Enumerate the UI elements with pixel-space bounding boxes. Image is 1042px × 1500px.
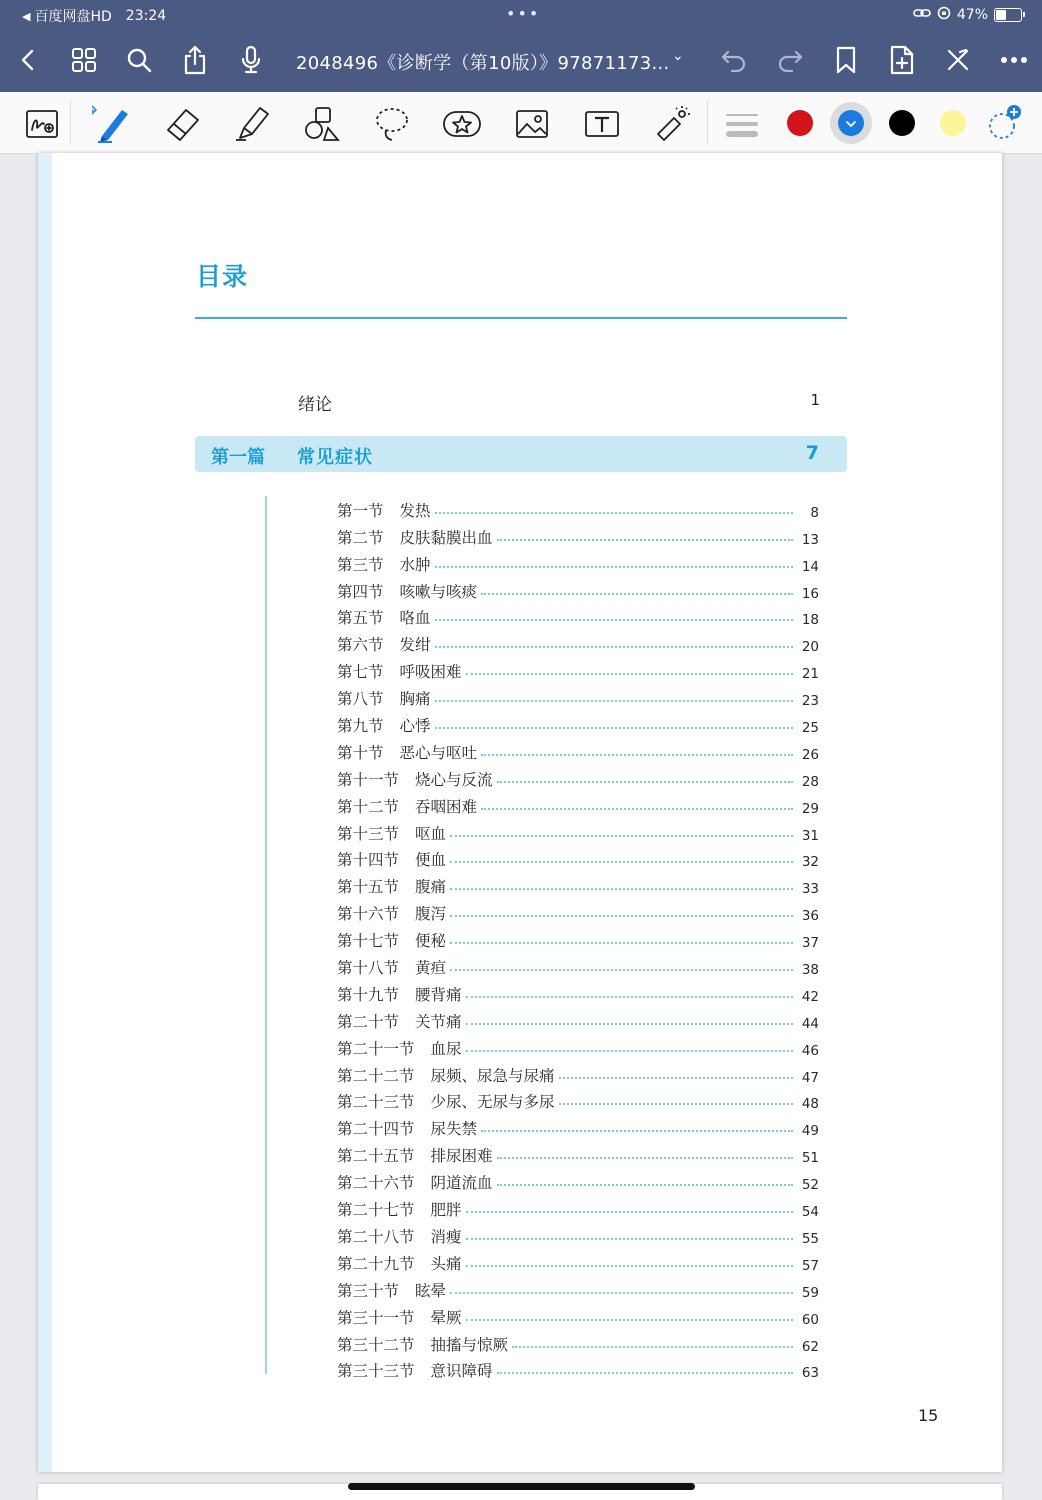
- handwriting-recognition-icon[interactable]: [22, 104, 62, 144]
- entry-section: 第十一节: [337, 770, 400, 789]
- battery-percent: 47%: [956, 7, 988, 23]
- dot-leader: [435, 512, 793, 514]
- entry-section: 第二十二节: [337, 1066, 415, 1085]
- dot-leader: [559, 1103, 793, 1105]
- entry-page: 29: [801, 800, 819, 817]
- sticker-icon[interactable]: [442, 104, 482, 144]
- home-indicator[interactable]: [348, 1483, 695, 1490]
- intro-page: 1: [810, 391, 820, 409]
- entry-title: 皮肤黏膜出血: [399, 528, 493, 547]
- toc-entry[interactable]: [337, 763, 819, 790]
- entry-section: 第九节: [337, 717, 384, 736]
- entry-section: 第十二节: [337, 797, 400, 816]
- toc-entry[interactable]: [337, 1139, 819, 1166]
- intro-title: 绪论: [298, 395, 332, 415]
- toc-entry[interactable]: [337, 870, 819, 897]
- entry-title: 吞咽困难: [415, 797, 478, 816]
- entry-section: 第一节: [337, 501, 384, 520]
- entry-title: 胸痛: [399, 690, 431, 709]
- add-color-icon[interactable]: [986, 104, 1026, 144]
- entry-page: 33: [801, 881, 819, 898]
- microphone-icon[interactable]: [233, 42, 269, 78]
- toc-entry[interactable]: [337, 1193, 819, 1220]
- dot-leader: [450, 835, 793, 837]
- entry-section: 第十五节: [337, 878, 400, 897]
- nav-row: [0, 34, 1042, 88]
- line-width-icon[interactable]: [722, 104, 762, 144]
- status-bar: [0, 0, 1042, 30]
- entry-title: 发热: [399, 501, 431, 520]
- entry-page: 13: [801, 531, 819, 548]
- toc-entry[interactable]: [337, 897, 819, 924]
- dot-leader: [466, 1050, 793, 1052]
- toc-entry[interactable]: [337, 844, 819, 871]
- top-bar: [0, 0, 1042, 92]
- document-page[interactable]: [38, 153, 1002, 1472]
- dot-leader: [466, 1319, 793, 1321]
- part-number: 第一篇: [211, 447, 265, 468]
- dot-leader: [466, 1265, 793, 1267]
- undo-icon[interactable]: [716, 42, 752, 78]
- entry-section: 第十七节: [337, 932, 400, 951]
- entry-section: 第七节: [337, 663, 384, 682]
- color-swatch-red[interactable]: [787, 110, 813, 136]
- entry-section: 第二节: [337, 528, 384, 547]
- toc-entry[interactable]: [337, 978, 819, 1005]
- page-left-edge: [38, 153, 52, 1472]
- dot-leader: [435, 700, 793, 702]
- back-triangle-icon: ◀: [22, 9, 31, 23]
- entry-page: 36: [801, 908, 819, 925]
- toc-entry[interactable]: [337, 1086, 819, 1113]
- entry-title: 发绀: [399, 636, 431, 655]
- entry-section: 第五节: [337, 609, 384, 628]
- entry-title: 尿频、尿急与尿痛: [430, 1066, 555, 1085]
- toc-part-banner[interactable]: [195, 436, 847, 472]
- dot-leader: [497, 1372, 793, 1374]
- entry-page: 62: [801, 1338, 819, 1355]
- entry-page: 47: [801, 1069, 819, 1086]
- dot-leader: [481, 593, 793, 595]
- color-swatch-black[interactable]: [889, 110, 915, 136]
- dot-leader: [497, 1157, 793, 1159]
- entry-section: 第四节: [337, 582, 384, 601]
- toc-entry[interactable]: [337, 682, 819, 709]
- entry-title: 抽搐与惊厥: [430, 1335, 509, 1354]
- entry-section: 第三节: [337, 555, 384, 574]
- toc-entry[interactable]: [337, 548, 819, 575]
- entry-page: 14: [801, 558, 819, 575]
- share-icon[interactable]: [177, 42, 213, 78]
- close-x-icon[interactable]: [940, 42, 976, 78]
- entry-section: 第二十四节: [337, 1120, 415, 1139]
- dot-leader: [466, 673, 793, 675]
- entry-page: 18: [801, 612, 819, 629]
- page-number: 15: [918, 1406, 939, 1425]
- multitasking-dots-icon[interactable]: •••: [506, 4, 541, 23]
- entry-title: 便秘: [415, 932, 447, 951]
- entry-title: 尿失禁: [430, 1120, 478, 1139]
- entry-section: 第三十三节: [337, 1362, 415, 1381]
- laser-pointer-icon[interactable]: [652, 104, 692, 144]
- pen-icon[interactable]: [92, 104, 132, 144]
- toc-entry[interactable]: [337, 1220, 819, 1247]
- orientation-lock-icon: [937, 6, 951, 24]
- entry-title: 晕厥: [430, 1308, 462, 1327]
- toc-intro-entry[interactable]: [298, 390, 820, 415]
- toc-entry[interactable]: [337, 790, 819, 817]
- entry-title: 头痛: [430, 1254, 462, 1273]
- entry-title: 咳嗽与咳痰: [399, 582, 478, 601]
- dot-leader: [497, 1184, 793, 1186]
- entry-section: 第十六节: [337, 905, 400, 924]
- dot-leader: [481, 754, 793, 756]
- toc-entry[interactable]: [337, 1059, 819, 1086]
- entry-page: 21: [801, 666, 819, 683]
- entry-section: 第十九节: [337, 985, 400, 1004]
- status-right: [913, 6, 1022, 24]
- entry-page: 38: [801, 962, 819, 979]
- dot-leader: [435, 619, 793, 621]
- more-icon[interactable]: [996, 42, 1032, 78]
- toc-entry[interactable]: [337, 1166, 819, 1193]
- color-swatch-yellow[interactable]: [940, 110, 966, 136]
- entry-page: 49: [801, 1123, 819, 1140]
- entry-page: 25: [801, 720, 819, 737]
- dot-leader: [481, 808, 793, 810]
- entry-section: 第二十一节: [337, 1039, 415, 1058]
- entry-page: 8: [810, 504, 819, 521]
- entry-section: 第二十节: [337, 1012, 400, 1031]
- toc-entry[interactable]: [337, 628, 819, 655]
- toc-entry[interactable]: [337, 1005, 819, 1032]
- toc-entry[interactable]: [337, 736, 819, 763]
- entry-section: 第二十三节: [337, 1093, 415, 1112]
- dot-leader: [450, 861, 793, 863]
- entry-section: 第二十七节: [337, 1201, 415, 1220]
- entry-page: 63: [801, 1365, 819, 1382]
- toc-entry[interactable]: [337, 1301, 819, 1328]
- grid-icon[interactable]: [66, 42, 102, 78]
- dot-leader: [466, 996, 793, 998]
- section-vertical-rule: [265, 496, 267, 1374]
- toolbar-divider: [70, 100, 71, 144]
- entry-page: 44: [801, 1015, 819, 1032]
- entry-section: 第三十节: [337, 1281, 400, 1300]
- entry-title: 少尿、无尿与多尿: [430, 1093, 555, 1112]
- toc-entry[interactable]: [337, 494, 819, 521]
- dot-leader: [450, 942, 793, 944]
- toc-entry[interactable]: [337, 1112, 819, 1139]
- entry-section: 第十节: [337, 743, 384, 762]
- status-time: 23:24: [125, 8, 167, 24]
- dot-leader: [435, 727, 793, 729]
- toc-entry-list: [337, 494, 819, 1381]
- part-title: 常见症状: [297, 447, 373, 468]
- lasso-icon[interactable]: [372, 104, 412, 144]
- entry-section: 第二十六节: [337, 1174, 415, 1193]
- back-app-label: 百度网盘HD: [34, 9, 112, 25]
- toolbar-divider: [707, 100, 708, 144]
- entry-section: 第十四节: [337, 851, 400, 870]
- entry-page: 46: [801, 1042, 819, 1059]
- back-to-app-link[interactable]: [22, 6, 112, 26]
- toc-entry[interactable]: [337, 817, 819, 844]
- entry-section: 第六节: [337, 636, 384, 655]
- entry-section: 第二十八节: [337, 1227, 415, 1246]
- entry-title: 腹泻: [415, 905, 447, 924]
- entry-page: 42: [801, 988, 819, 1005]
- entry-title: 便血: [415, 851, 447, 870]
- entry-title: 意识障碍: [430, 1362, 493, 1381]
- entry-page: 60: [801, 1311, 819, 1328]
- dot-leader: [450, 888, 793, 890]
- color-swatch-blue[interactable]: [838, 110, 864, 136]
- entry-title: 腹痛: [415, 878, 447, 897]
- annotation-toolbar: [0, 92, 1042, 154]
- toc-entry[interactable]: [337, 1355, 819, 1382]
- dot-leader: [559, 1077, 793, 1079]
- entry-section: 第三十二节: [337, 1335, 415, 1354]
- redo-icon[interactable]: [772, 42, 808, 78]
- search-icon[interactable]: [121, 42, 157, 78]
- entry-title: 烧心与反流: [415, 770, 493, 789]
- entry-title: 肥胖: [430, 1201, 462, 1220]
- dot-leader: [512, 1346, 793, 1348]
- text-box-icon[interactable]: [582, 104, 622, 144]
- entry-title: 腰背痛: [415, 985, 462, 1004]
- entry-title: 水肿: [399, 555, 431, 574]
- toc-entry[interactable]: [337, 924, 819, 951]
- entry-title: 关节痛: [415, 1012, 462, 1031]
- toc-entry[interactable]: [337, 575, 819, 602]
- dot-leader: [450, 1292, 793, 1294]
- entry-section: 第八节: [337, 690, 384, 709]
- entry-title: 恶心与呕吐: [399, 743, 478, 762]
- dot-leader: [497, 781, 793, 783]
- entry-title: 眩晕: [415, 1281, 447, 1300]
- check-icon: [838, 110, 864, 136]
- entry-page: 28: [801, 773, 819, 790]
- entry-page: 57: [801, 1257, 819, 1274]
- entry-title: 心悸: [399, 717, 431, 736]
- image-icon[interactable]: [512, 104, 552, 144]
- entry-section: 第二十五节: [337, 1147, 415, 1166]
- entry-section: 第十三节: [337, 824, 400, 843]
- toc-heading: 目录: [196, 262, 249, 291]
- toc-entry[interactable]: [337, 602, 819, 629]
- entry-page: 31: [801, 827, 819, 844]
- eraser-icon[interactable]: [162, 104, 202, 144]
- entry-title: 血尿: [430, 1039, 462, 1058]
- part-page: 7: [805, 442, 819, 464]
- chevron-left-icon[interactable]: [10, 42, 46, 78]
- entry-page: 20: [801, 639, 819, 656]
- add-page-icon[interactable]: [884, 42, 920, 78]
- toc-entry[interactable]: [337, 1328, 819, 1355]
- chevron-down-icon[interactable]: ⌄: [672, 48, 684, 64]
- entry-title: 排尿困难: [430, 1147, 493, 1166]
- entry-title: 咯血: [399, 609, 431, 628]
- entry-page: 23: [801, 693, 819, 710]
- dot-leader: [466, 1023, 793, 1025]
- dot-leader: [435, 646, 793, 648]
- entry-title: 消瘦: [430, 1227, 462, 1246]
- toc-entry[interactable]: [337, 709, 819, 736]
- entry-page: 16: [801, 585, 819, 602]
- toc-entry[interactable]: [337, 1032, 819, 1059]
- dot-leader: [497, 539, 793, 541]
- dot-leader: [481, 1130, 793, 1132]
- entry-page: 52: [801, 1177, 819, 1194]
- battery-icon: [994, 8, 1022, 22]
- toc-entry[interactable]: [337, 1247, 819, 1274]
- bookmark-icon[interactable]: [828, 42, 864, 78]
- entry-page: 54: [801, 1204, 819, 1221]
- dot-leader: [466, 1238, 793, 1240]
- link-icon: [913, 7, 931, 23]
- entry-page: 37: [801, 935, 819, 952]
- dot-leader: [466, 1211, 793, 1213]
- document-title[interactable]: 2048496《诊断学（第10版）》97871173...: [296, 53, 670, 74]
- status-left: [22, 6, 166, 26]
- entry-title: 阴道流血: [430, 1174, 493, 1193]
- dot-leader: [450, 915, 793, 917]
- entry-page: 59: [801, 1284, 819, 1301]
- entry-page: 48: [801, 1096, 819, 1113]
- entry-page: 26: [801, 746, 819, 763]
- entry-page: 32: [801, 854, 819, 871]
- entry-title: 黄疸: [415, 959, 447, 978]
- entry-section: 第十八节: [337, 959, 400, 978]
- entry-section: 第三十一节: [337, 1308, 415, 1327]
- toc-entry[interactable]: [337, 1274, 819, 1301]
- entry-title: 呼吸困难: [399, 663, 462, 682]
- toc-entry[interactable]: [337, 655, 819, 682]
- toc-entry[interactable]: [337, 951, 819, 978]
- entry-section: 第二十九节: [337, 1254, 415, 1273]
- highlighter-icon[interactable]: [232, 104, 272, 144]
- entry-title: 呕血: [415, 824, 447, 843]
- dot-leader: [450, 969, 793, 971]
- toc-entry[interactable]: [337, 521, 819, 548]
- entry-page: 51: [801, 1150, 819, 1167]
- dot-leader: [435, 566, 793, 568]
- shapes-icon[interactable]: [302, 104, 342, 144]
- heading-divider: [195, 317, 847, 319]
- entry-page: 55: [801, 1230, 819, 1247]
